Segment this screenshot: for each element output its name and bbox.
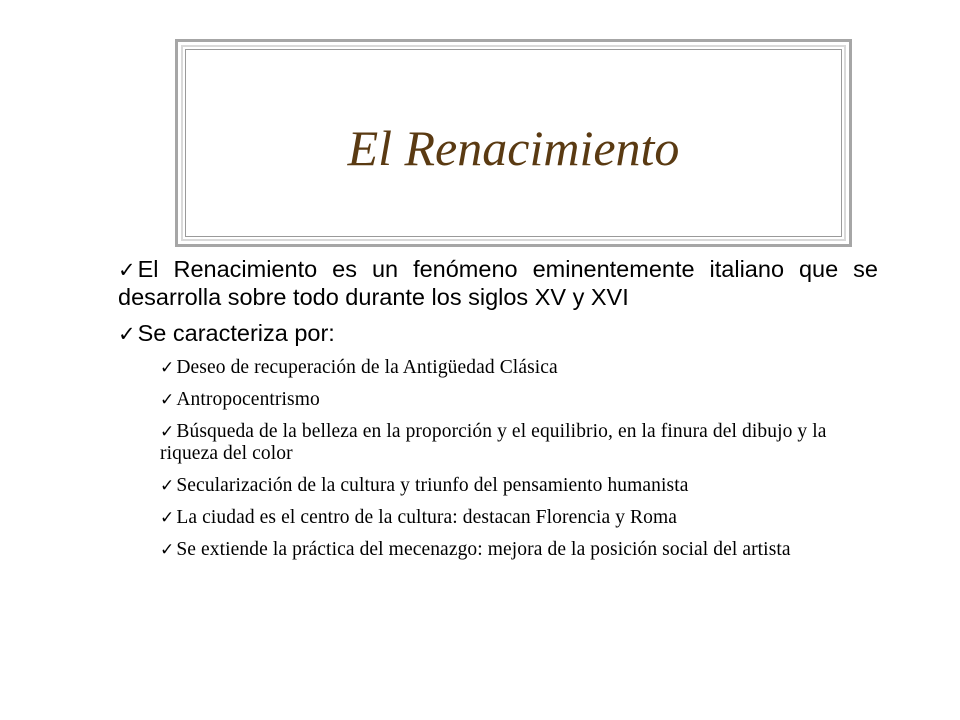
bullet-point xyxy=(118,256,878,311)
sub-bullet-point xyxy=(160,475,878,497)
check-mark-icon: ✓ xyxy=(160,540,175,560)
title-box xyxy=(175,39,852,247)
sub-bullet-point xyxy=(160,357,878,379)
check-mark-icon: ✓ xyxy=(160,508,175,528)
slide-title: El Renacimiento xyxy=(347,120,680,176)
sub-bullet-list xyxy=(118,357,878,561)
check-mark-icon: ✓ xyxy=(160,422,175,442)
check-mark-icon: ✓ xyxy=(160,476,175,496)
sub-bullet-point xyxy=(160,389,878,411)
check-mark-icon: ✓ xyxy=(160,390,175,410)
sub-bullet-point xyxy=(160,539,878,561)
check-mark-icon: ✓ xyxy=(118,322,136,346)
sub-bullet-text: Búsqueda de la belleza en la proporción y el equilibrio, en la finura del dibujo y la riqueza del color xyxy=(160,421,827,464)
sub-bullet-text: Deseo de recuperación de la Antigüedad Clásica xyxy=(176,357,558,378)
bullet-text: Se caracteriza por: xyxy=(137,320,335,346)
sub-bullet-text: Antropocentrismo xyxy=(176,389,320,410)
bullet-point xyxy=(118,320,878,348)
check-mark-icon: ✓ xyxy=(160,358,175,378)
bullet-text: El Renacimiento es un fenómeno eminentemente italiano que se desarrolla sobre todo durante los siglos XV y XVI xyxy=(118,256,878,310)
slide-body xyxy=(118,256,878,571)
check-mark-icon: ✓ xyxy=(118,258,136,282)
sub-bullet-point xyxy=(160,421,878,465)
sub-bullet-point xyxy=(160,507,878,529)
sub-bullet-text: La ciudad es el centro de la cultura: destacan Florencia y Roma xyxy=(176,507,677,528)
sub-bullet-text: Se extiende la práctica del mecenazgo: mejora de la posición social del artista xyxy=(176,539,791,560)
sub-bullet-text: Secularización de la cultura y triunfo del pensamiento humanista xyxy=(176,475,689,496)
